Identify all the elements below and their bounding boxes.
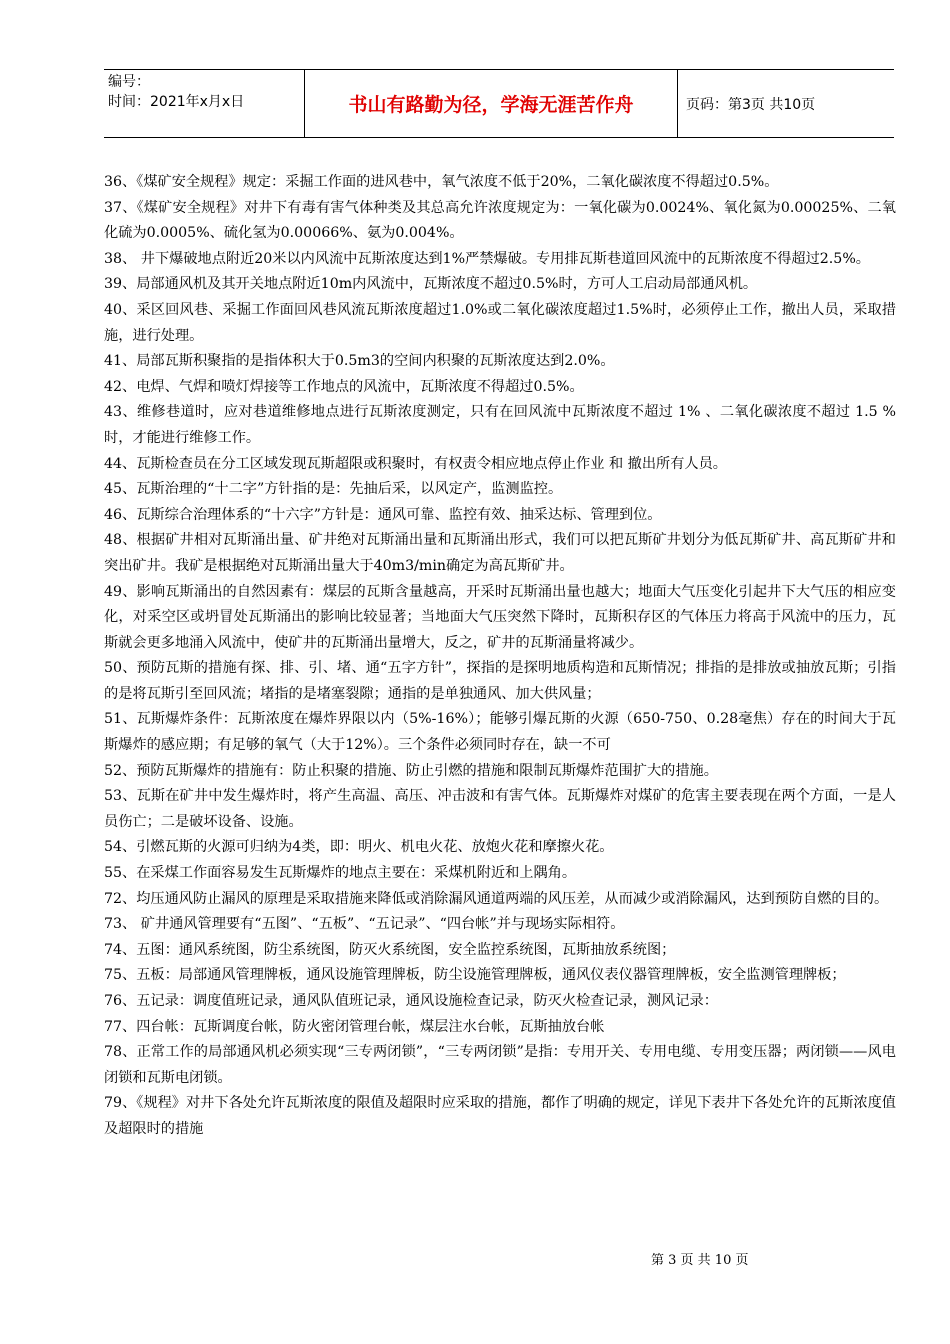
paragraph: 51、瓦斯爆炸条件：瓦斯浓度在爆炸界限以内（5%-16%）；能够引爆瓦斯的火源（650-750、0.28毫焦）存在的时间大于瓦斯爆炸的感应期；有足够的氧气（大于12%）。三个条件必须同时存在，缺一不可	[104, 711, 896, 754]
header-motto: 书山有路勤为径，学海无涯苦作舟	[304, 70, 678, 137]
paragraph: 72、均压通风防止漏风的原理是采取措施来降低或消除漏风通道两端的风压差，从而减少或消除漏风，达到预防自燃的目的。	[104, 890, 889, 907]
paragraph: 74、五图：通风系统图，防尘系统图，防灭火系统图，安全监控系统图，瓦斯抽放系统图；	[104, 941, 676, 958]
paragraph: 54、引燃瓦斯的火源可归纳为4类，即：明火、机电火花、放炮火花和摩擦火花。	[104, 839, 614, 856]
paragraph: 46、瓦斯综合治理体系的“十六字”方针是：通风可靠、监控有效、抽采达标、管理到位。	[104, 506, 662, 523]
paragraph: 38、 井下爆破地点附近20米以内风流中瓦斯浓度达到1%严禁爆破。专用排瓦斯巷道回风流中的瓦斯浓度不得超过2.5%。	[104, 250, 870, 267]
header-page-label: 页码：第3页 共10页	[686, 96, 816, 113]
page-footer: 第 3 页 共 10 页	[651, 1253, 749, 1268]
document-body	[104, 170, 896, 1143]
paragraph: 73、 矿井通风管理要有“五图”、“五板”、“五记录”、“四台帐”并与现场实际相符。	[104, 916, 625, 933]
page-header	[104, 69, 894, 138]
paragraph: 49、影响瓦斯涌出的自然因素有：煤层的瓦斯含量越高，开采时瓦斯涌出量也越大；地面大气压变化引起井下大气压的相应变化，对采空区或坍冒处瓦斯涌出的影响比较显著；当地面大气压突然下降时，瓦斯积存区的气体压力将高于风流中的压力，瓦斯就会更多地涌入风流中，使矿井的瓦斯涌出量增大，反之，矿井的瓦斯涌量将减少。	[104, 583, 896, 651]
paragraph: 45、瓦斯治理的“十二字”方针指的是：先抽后采，以风定产，监测监控。	[104, 481, 563, 498]
paragraph: 41、局部瓦斯积聚指的是指体积大于0.5m3的空间内积聚的瓦斯浓度达到2.0%。	[104, 353, 615, 370]
paragraph: 42、电焊、气焊和喷灯焊接等工作地点的风流中，瓦斯浓度不得超过0.5%。	[104, 378, 584, 395]
paragraph: 77、四台帐：瓦斯调度台帐，防火密闭管理台帐，煤层注水台帐，瓦斯抽放台帐	[104, 1018, 605, 1035]
paragraph: 52、预防瓦斯爆炸的措施有：防止积聚的措施、防止引燃的措施和限制瓦斯爆炸范围扩大的措施。	[104, 762, 718, 779]
paragraph: 40、采区回风巷、采掘工作面回风巷风流瓦斯浓度超过1.0%或二氧化碳浓度超过1.5%时，必须停止工作，撤出人员，采取措施，进行处理。	[104, 301, 896, 344]
paragraph: 75、五板：局部通风管理牌板，通风设施管理牌板，防尘设施管理牌板，通风仪表仪器管理牌板，安全监测管理牌板；	[104, 967, 846, 984]
paragraph: 55、在采煤工作面容易发生瓦斯爆炸的地点主要在：采煤机附近和上隅角。	[104, 865, 577, 882]
paragraph: 44、瓦斯检查员在分工区域发现瓦斯超限或积聚时，有权责令相应地点停止作业 和 撤出所有人员。	[104, 455, 727, 472]
paragraph: 37、《煤矿安全规程》对井下有毒有害气体种类及其总高允许浓度规定为：一氧化碳为0.0024%、氧化氮为0.00025%、二氧化硫为0.0005%、硫化氢为0.00066%、氨为0.004%。	[104, 199, 896, 242]
paragraph: 39、局部通风机及其开关地点附近10m内风流中，瓦斯浓度不超过0.5%时，方可人工启动局部通风机。	[104, 276, 758, 293]
paragraph: 50、预防瓦斯的措施有探、排、引、堵、通“五字方针”，探指的是探明地质构造和瓦斯情况；排指的是排放或抽放瓦斯；引指的是将瓦斯引至回风流；堵指的是堵塞裂隙；通指的是单独通风、加大供风量；	[104, 660, 896, 702]
paragraph: 48、根据矿井相对瓦斯涌出量、矿井绝对瓦斯涌出量和瓦斯涌出形式，我们可以把瓦斯矿井划分为低瓦斯矿井、高瓦斯矿井和突出矿井。我矿是根据绝对瓦斯涌出量大于40m3/min确定为高瓦斯矿井。	[104, 532, 896, 574]
time-label: 时间：2021年x月x日	[108, 94, 245, 110]
paragraph: 53、瓦斯在矿井中发生爆炸时，将产生高温、高压、冲击波和有害气体。瓦斯爆炸对煤矿的危害主要表现在两个方面，一是人员伤亡；二是破坏设备、设施。	[104, 788, 896, 830]
paragraph: 36、《煤矿安全规程》规定：采掘工作面的进风巷中，氧气浓度不低于20%，二氧化碳浓度不得超过0.5%。	[104, 174, 779, 190]
number-label: 编号：	[108, 74, 150, 90]
paragraph: 79、《规程》对井下各处允许瓦斯浓度的限值及超限时应采取的措施，都作了明确的规定，详见下表井下各处允许的瓦斯浓度值及超限时的措施	[104, 1095, 896, 1137]
header-meta	[104, 70, 304, 137]
paragraph: 78、正常工作的局部通风机必须实现“三专两闭锁”，“三专两闭锁”是指：专用开关、专用电缆、专用变压器；两闭锁——风电闭锁和瓦斯电闭锁。	[104, 1044, 896, 1086]
paragraph: 43、维修巷道时，应对巷道维修地点进行瓦斯浓度测定，只有在回风流中瓦斯浓度不超过 1% 、二氧化碳浓度不超过 1.5 %时，才能进行维修工作。	[104, 404, 896, 446]
paragraph: 76、五记录：调度值班记录，通风队值班记录，通风设施检查记录，防灭火检查记录，测风记录：	[104, 993, 718, 1009]
